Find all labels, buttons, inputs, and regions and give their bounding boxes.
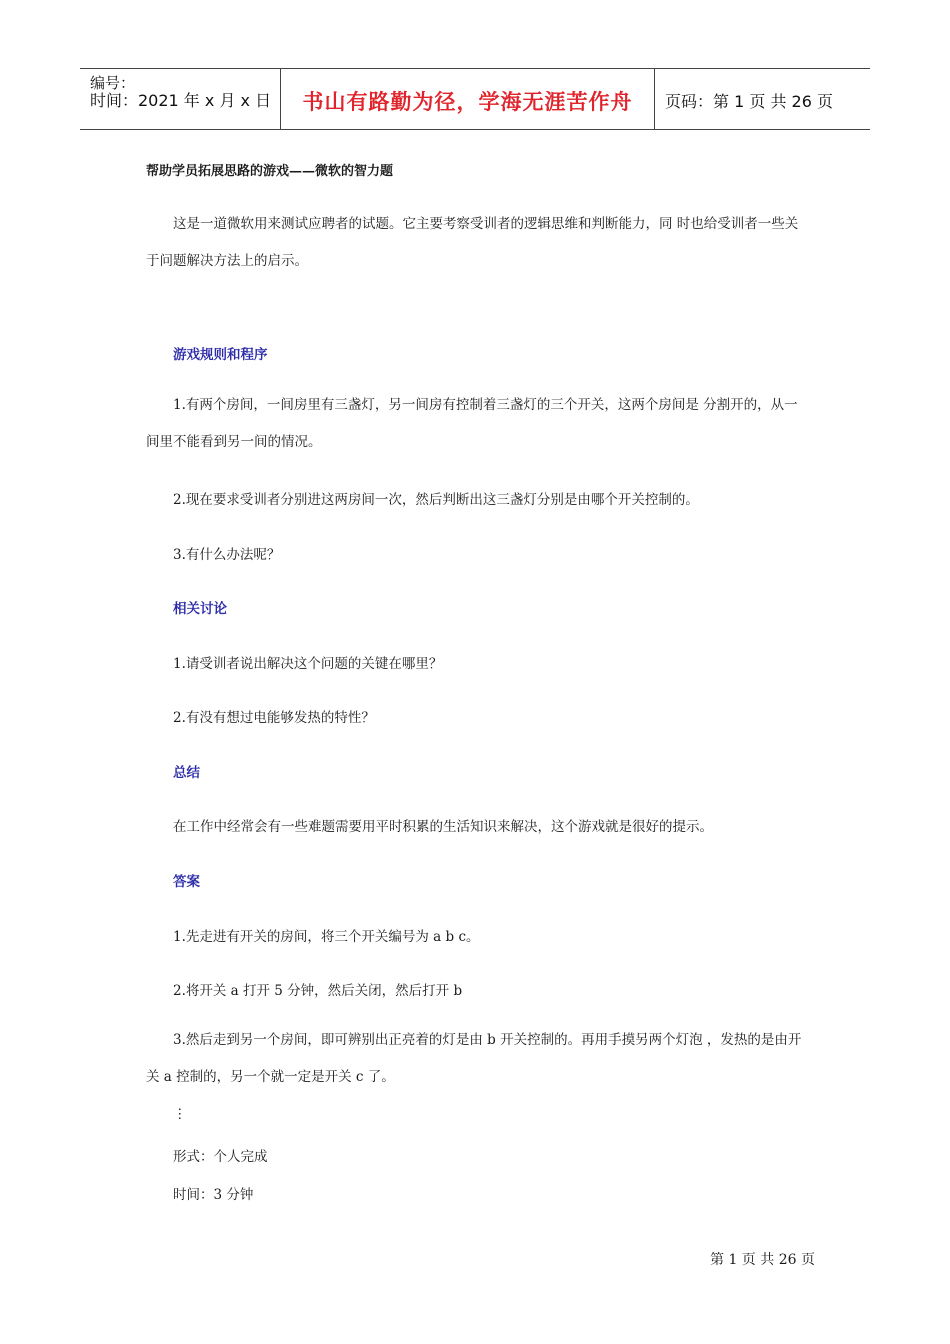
- summary-text: 在工作中经常会有一些难题需要用平时积累的生活知识来解决，这个游戏就是很好的提示。: [173, 819, 713, 835]
- header-motto: 书山有路勤为径，学海无涯苦作舟: [302, 90, 633, 114]
- rule-2: 2.现在要求受训者分别进这两房间一次，然后判断出这三盏灯分别是由哪个开关控制的。: [173, 492, 699, 508]
- rule-1-paragraph: [146, 387, 810, 461]
- answer-2: 2.将开关 a 打开 5 分钟，然后关闭，然后打开 b: [173, 983, 463, 999]
- header-motto-cell: [281, 69, 655, 129]
- answer-1: 1.先走进有开关的房间，将三个开关编号为 a b c。: [173, 929, 480, 945]
- document-title: 帮助学员拓展思路的游戏——微软的智力题: [146, 164, 394, 179]
- summary-heading: 总结: [173, 765, 200, 781]
- document-number-label: 编号：: [90, 74, 136, 92]
- document-header: [80, 68, 870, 130]
- intro-text: 这是一道微软用来测试应聘者的试题。它主要考察受训者的逻辑思维和判断能力，同 时也给受训者一些关于问题解决方法上的启示。: [146, 216, 799, 269]
- discussion-heading: 相关讨论: [173, 601, 227, 617]
- rules-heading: 游戏规则和程序: [173, 347, 268, 363]
- answer-heading: 答案: [173, 874, 200, 890]
- intro-paragraph: [146, 206, 810, 280]
- header-page-cell: [655, 69, 870, 129]
- page-footer: 第 1 页 共 26 页: [710, 1252, 815, 1268]
- answer-3-text: 3.然后走到另一个房间，即可辨别出正亮着的灯是由 b 开关控制的。再用手摸另两个灯泡 ，发热的是由开关 a 控制的，另一个就一定是开关 c 了。: [146, 1032, 802, 1085]
- rule-1-text: 1.有两个房间，一间房里有三盏灯，另一间房有控制着三盏灯的三个开关，这两个房间是 分割开的，从一间里不能看到另一间的情况。: [146, 397, 798, 450]
- header-info-cell: [80, 69, 281, 129]
- answer-3-paragraph: [146, 1022, 810, 1096]
- vertical-ellipsis: ⋮: [173, 1106, 187, 1122]
- format-line: 形式：个人完成: [173, 1149, 268, 1165]
- header-page-info: 页码：第 1 页 共 26 页: [665, 92, 833, 111]
- discussion-2: 2.有没有想过电能够发热的特性？: [173, 710, 375, 726]
- rule-3: 3.有什么办法呢？: [173, 547, 281, 563]
- time-line: 时间：3 分钟: [173, 1187, 254, 1203]
- discussion-1: 1.请受训者说出解决这个问题的关键在哪里？: [173, 656, 443, 672]
- document-date: 时间：2021 年 x 月 x 日: [90, 91, 272, 110]
